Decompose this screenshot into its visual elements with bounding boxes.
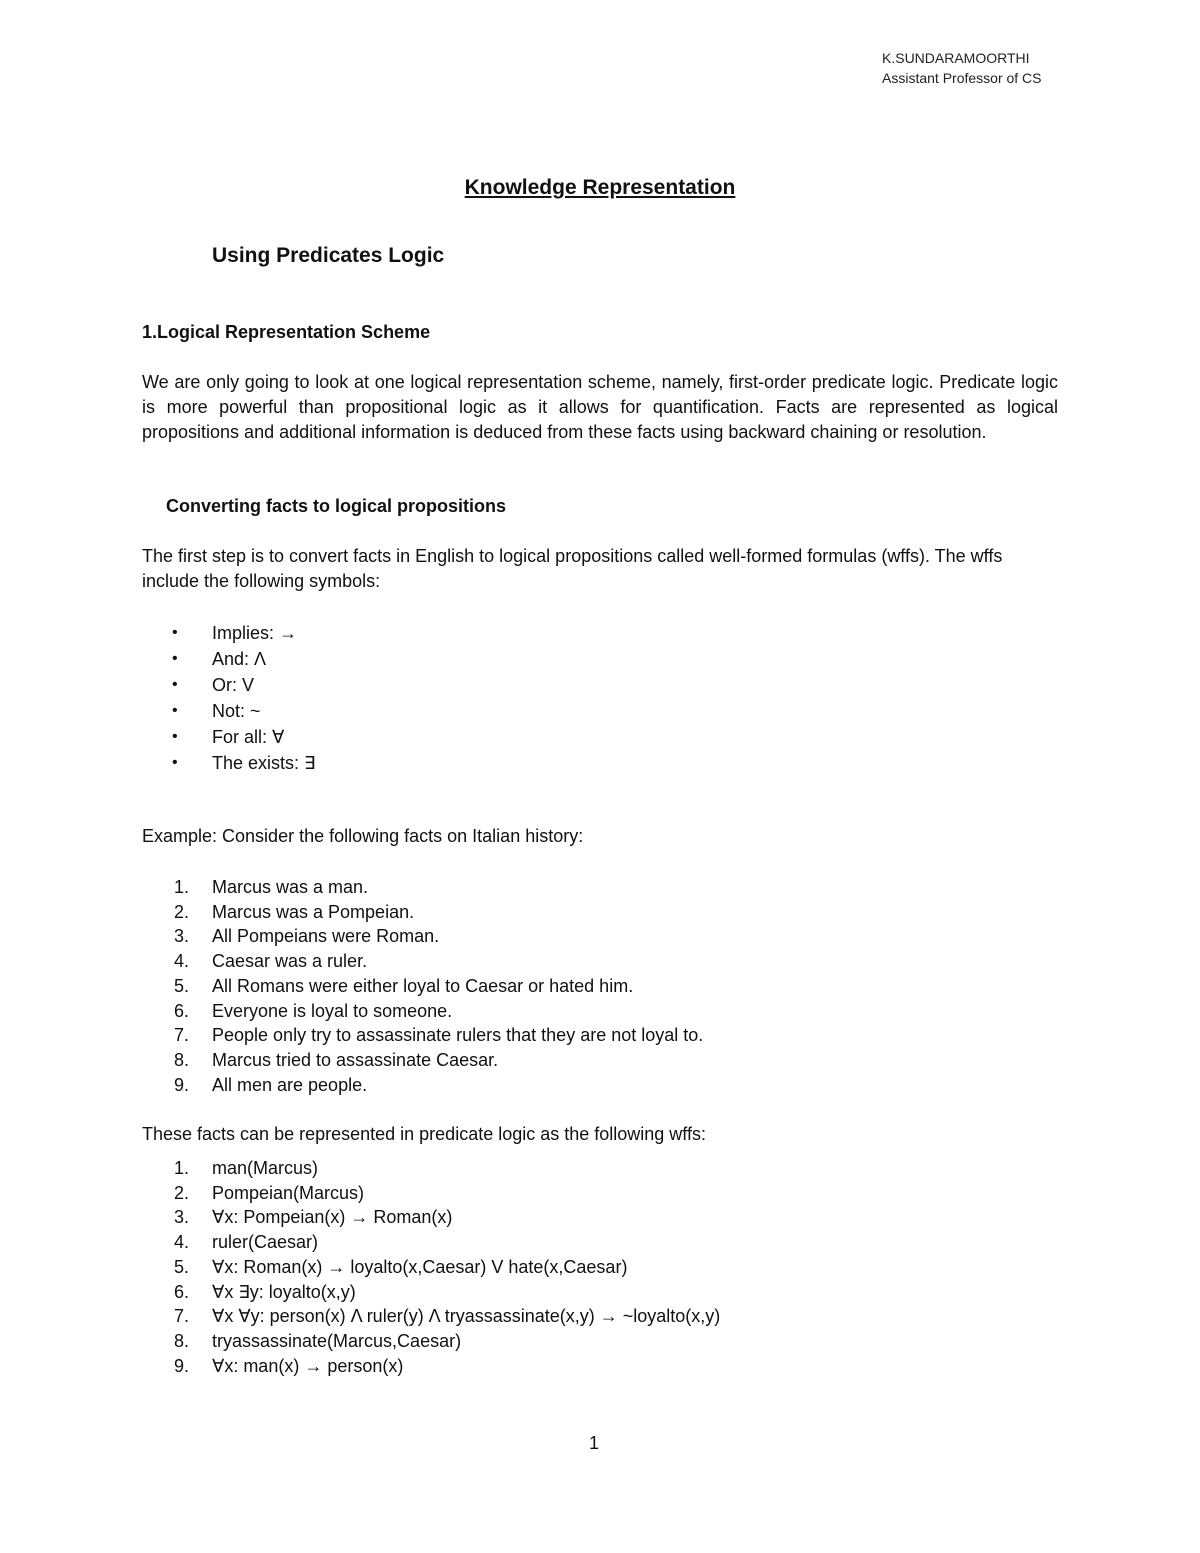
- list-item: [142, 620, 315, 646]
- item-number: 4.: [174, 1232, 190, 1253]
- symbol-text: And: Λ: [212, 649, 267, 669]
- list-item: [142, 1354, 720, 1379]
- bullet-icon: •: [172, 650, 178, 667]
- document-subtitle: Using Predicates Logic: [212, 244, 445, 267]
- list-item: [142, 1156, 720, 1181]
- symbol-text: Implies: →: [212, 623, 298, 643]
- wffs-list: [142, 1156, 720, 1378]
- item-number: 4.: [174, 951, 190, 972]
- bullet-icon: •: [172, 702, 178, 719]
- list-item: [142, 875, 703, 900]
- item-number: 3.: [174, 926, 190, 947]
- list-item: [142, 750, 315, 776]
- converting-heading: Converting facts to logical propositions: [166, 496, 507, 516]
- wff-text: ∀x ∃y: loyalto(x,y): [212, 1281, 356, 1302]
- item-number: 7.: [174, 1025, 190, 1046]
- list-item: [142, 1230, 720, 1255]
- symbol-text: For all: ∀: [212, 727, 285, 747]
- page-number: 1: [588, 1433, 599, 1453]
- example-intro: Example: Consider the following facts on Italian history:: [142, 826, 584, 846]
- list-item: [142, 1023, 703, 1048]
- author-position: Assistant Professor of CS: [882, 70, 1042, 86]
- list-item: [142, 1181, 720, 1206]
- symbols-list: [142, 620, 315, 776]
- item-number: 9.: [174, 1355, 190, 1376]
- list-item: [142, 1280, 720, 1305]
- list-item: [142, 1073, 703, 1098]
- bullet-icon: •: [172, 676, 178, 693]
- list-item: [142, 1329, 720, 1354]
- author-name: K.SUNDARAMOORTHI: [882, 50, 1030, 66]
- symbol-text: Or: V: [212, 675, 255, 695]
- list-item: [142, 1255, 720, 1280]
- fact-text: All men are people.: [212, 1074, 368, 1095]
- list-item: [142, 1304, 720, 1329]
- fact-text: People only try to assassinate rulers that they are not loyal to.: [212, 1025, 704, 1046]
- list-item: [142, 974, 703, 999]
- item-number: 5.: [174, 1256, 190, 1277]
- converting-paragraph: The first step is to convert facts in English to logical propositions called well-formed formulas (wffs). The wffs include the following symbols:: [142, 546, 1003, 591]
- facts-list: [142, 875, 703, 1097]
- bullet-icon: •: [172, 624, 178, 641]
- list-item: [142, 698, 315, 724]
- item-number: 6.: [174, 1281, 190, 1302]
- item-number: 2.: [174, 901, 190, 922]
- wff-text: man(Marcus): [212, 1158, 319, 1178]
- wff-text: ∀x: Pompeian(x) → Roman(x): [212, 1207, 453, 1228]
- fact-text: Marcus was a Pompeian.: [212, 901, 415, 922]
- item-number: 6.: [174, 1000, 190, 1021]
- bullet-icon: •: [172, 754, 178, 771]
- list-item: [142, 724, 315, 750]
- list-item: [142, 924, 703, 949]
- item-number: 8.: [174, 1330, 190, 1351]
- fact-text: All Pompeians were Roman.: [212, 926, 440, 947]
- bullet-icon: •: [172, 728, 178, 745]
- list-item: [142, 1205, 720, 1230]
- page-header: [882, 48, 1042, 88]
- item-number: 9.: [174, 1074, 190, 1095]
- wff-text: Pompeian(Marcus): [212, 1182, 365, 1203]
- item-number: 1.: [174, 1158, 190, 1178]
- document-title: Knowledge Representation: [464, 176, 736, 199]
- wff-text: ∀x ∀y: person(x) Λ ruler(y) Λ tryassassinate(x,y) → ~loyalto(x,y): [212, 1306, 721, 1327]
- item-number: 1.: [174, 877, 190, 897]
- list-item: [142, 672, 315, 698]
- list-item: [142, 999, 703, 1024]
- symbol-text: The exists: ∃: [212, 753, 316, 773]
- wff-text: tryassassinate(Marcus,Caesar): [212, 1330, 462, 1351]
- wff-text: ruler(Caesar): [212, 1232, 319, 1253]
- item-number: 2.: [174, 1182, 190, 1203]
- list-item: [142, 900, 703, 925]
- fact-text: Marcus tried to assassinate Caesar.: [212, 1049, 499, 1070]
- list-item: [142, 1048, 703, 1073]
- list-item: [142, 949, 703, 974]
- fact-text: Everyone is loyal to someone.: [212, 1000, 453, 1021]
- wff-text: ∀x: man(x) → person(x): [212, 1355, 404, 1376]
- section-paragraph: We are only going to look at one logical representation scheme, namely, first-order predicate logic. Predicate logic is more powerful than propositional logic as it allows for quantification. Facts are represented as logical propositions and additional information is deduced from these facts using backward chaining or resolution.: [142, 372, 1058, 442]
- list-item: [142, 646, 315, 672]
- wff-text: ∀x: Roman(x) → loyalto(x,Caesar) V hate(x,Caesar): [212, 1256, 628, 1277]
- item-number: 3.: [174, 1207, 190, 1228]
- item-number: 8.: [174, 1049, 190, 1070]
- fact-text: Marcus was a man.: [212, 877, 369, 897]
- item-number: 7.: [174, 1306, 190, 1327]
- section-heading: 1.Logical Representation Scheme: [142, 322, 431, 342]
- symbol-text: Not: ~: [212, 701, 261, 721]
- fact-text: All Romans were either loyal to Caesar or hated him.: [212, 975, 634, 996]
- item-number: 5.: [174, 975, 190, 996]
- wffs-intro: These facts can be represented in predicate logic as the following wffs:: [142, 1124, 706, 1144]
- fact-text: Caesar was a ruler.: [212, 951, 368, 972]
